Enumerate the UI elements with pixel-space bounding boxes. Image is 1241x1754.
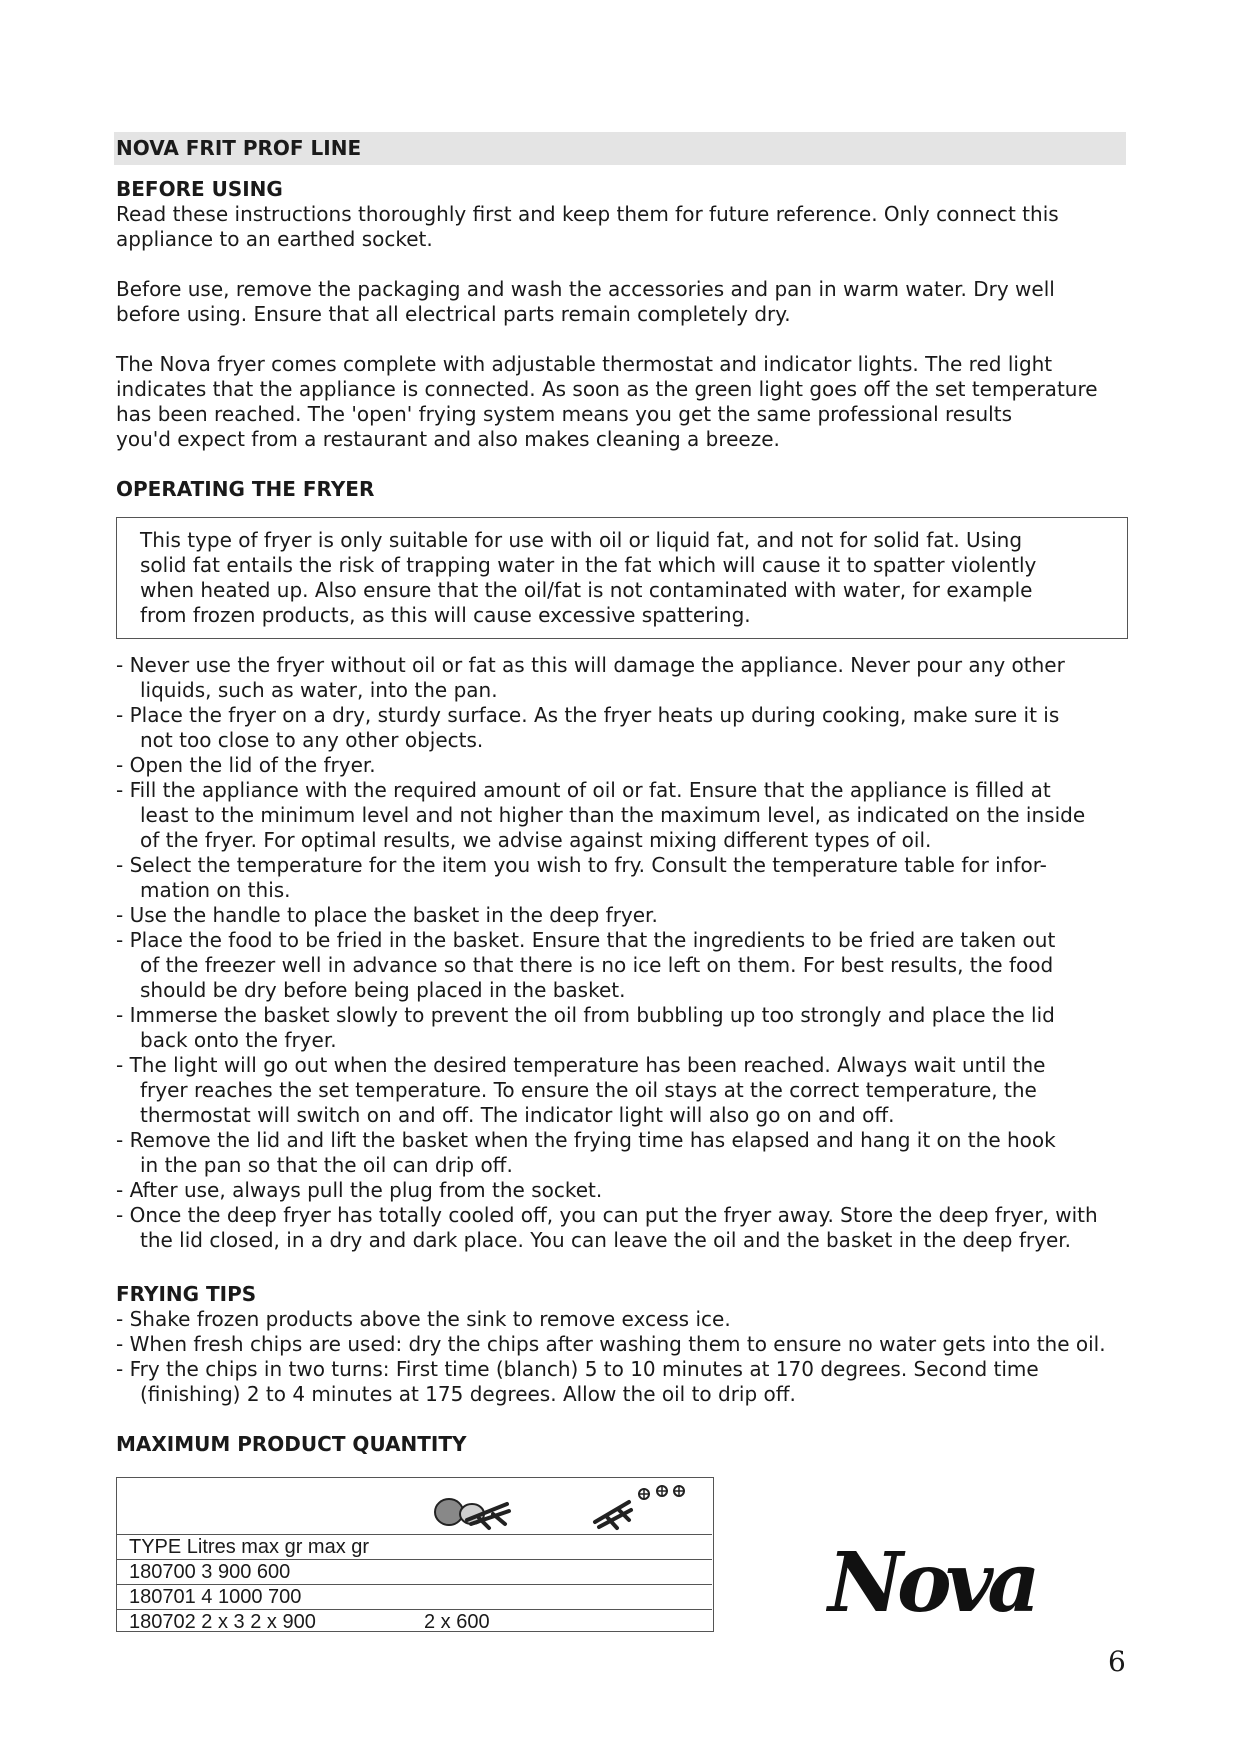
- list-item: - Open the lid of the fryer.: [116, 753, 376, 777]
- paragraph-before-using-2: Before use, remove the packaging and wash the accessories and pan in warm water. Dry well before using. Ensure that all electrical parts remain completely dry.: [116, 277, 1055, 326]
- svg-text:Nova: Nova: [828, 1545, 1035, 1625]
- list-item: - The light will go out when the desired temperature has been reached. Always wait until the fryer reaches the set temperature. To ensure the oil stays at the correct temperature, the thermostat will switch on and off. The indicator light will also go on and off.: [116, 1053, 1046, 1127]
- document-title: NOVA FRIT PROF LINE: [114, 132, 1126, 165]
- list-item: - Place the food to be fried in the basket. Ensure that the ingredients to be fried are taken out of the freezer well in advance so that there is no ice left on them. For best results, the food should be dry before being placed in the basket.: [116, 928, 1056, 1002]
- fresh-food-icon: [435, 1499, 509, 1528]
- list-item: - After use, always pull the plug from the socket.: [116, 1178, 603, 1202]
- table-row-header: TYPE Litres max gr max gr: [117, 1534, 712, 1559]
- list-item: - Fry the chips in two turns: First time (blanch) 5 to 10 minutes at 170 degrees. Second time (finishing) 2 to 4 minutes at 175 degrees. Allow the oil to drip off.: [116, 1357, 1039, 1406]
- table-row: 180702 2 x 3 2 x 900 2 x 600: [117, 1609, 712, 1631]
- operating-instructions-list: [116, 653, 1098, 1253]
- list-item: - Immerse the basket slowly to prevent the oil from bubbling up too strongly and place the lid back onto the fryer.: [116, 1003, 1055, 1052]
- quantity-table: [116, 1477, 714, 1632]
- section-heading-before-using: BEFORE USING: [116, 177, 283, 201]
- warning-box: This type of fryer is only suitable for use with oil or liquid fat, and not for solid fat. Using solid fat entails the risk of trapping water in the fat which will cause it to spatter violently when heated up. Also ensure that the oil/fat is not contaminated with water, for example from frozen products, as this will cause excessive spattering.: [116, 517, 1128, 639]
- list-item: - Place the fryer on a dry, sturdy surface. As the fryer heats up during cooking, make sure it is not too close to any other objects.: [116, 703, 1060, 752]
- section-heading-frying-tips: FRYING TIPS: [116, 1282, 257, 1306]
- list-item: - Once the deep fryer has totally cooled off, you can put the fryer away. Store the deep fryer, with the lid closed, in a dry and dark place. You can leave the oil and the basket in the deep fryer.: [116, 1203, 1098, 1252]
- frying-tips-list: [116, 1307, 1106, 1407]
- table-row: 180700 3 900 600: [117, 1559, 712, 1584]
- page-number: 6: [1108, 1645, 1126, 1678]
- list-item: - Never use the fryer without oil or fat as this will damage the appliance. Never pour any other liquids, such as water, into the pan.: [116, 653, 1065, 702]
- section-heading-max-quantity: MAXIMUM PRODUCT QUANTITY: [116, 1432, 467, 1456]
- paragraph-before-using-3: The Nova fryer comes complete with adjustable thermostat and indicator lights. The red light indicates that the appliance is connected. As soon as the green light goes off the set temperature has been reached. The 'open' frying system means you get the same professional results you'd expect from a restaurant and also makes cleaning a breeze.: [116, 352, 1098, 451]
- list-item: - Shake frozen products above the sink to remove excess ice.: [116, 1307, 731, 1331]
- list-item: - When fresh chips are used: dry the chips after washing them to ensure no water gets into the oil.: [116, 1332, 1106, 1356]
- section-heading-operating: OPERATING THE FRYER: [116, 477, 375, 501]
- list-item: - Remove the lid and lift the basket when the frying time has elapsed and hang it on the hook in the pan so that the oil can drip off.: [116, 1128, 1056, 1177]
- table-row: 180701 4 1000 700: [117, 1584, 712, 1609]
- nova-logo: [826, 1545, 1136, 1625]
- table-icon-header: [117, 1478, 712, 1534]
- paragraph-before-using-1: Read these instructions thoroughly first and keep them for future reference. Only connect this appliance to an earthed socket.: [116, 202, 1059, 251]
- list-item: - Select the temperature for the item you wish to fry. Consult the temperature table for infor- mation on this.: [116, 853, 1047, 902]
- list-item: - Use the handle to place the basket in the deep fryer.: [116, 903, 658, 927]
- list-item: - Fill the appliance with the required amount of oil or fat. Ensure that the appliance is filled at least to the minimum level and not higher than the maximum level, as indicated on the inside of the fryer. For optimal results, we advise against mixing different types of oil.: [116, 778, 1086, 852]
- frozen-food-icon: [595, 1486, 684, 1528]
